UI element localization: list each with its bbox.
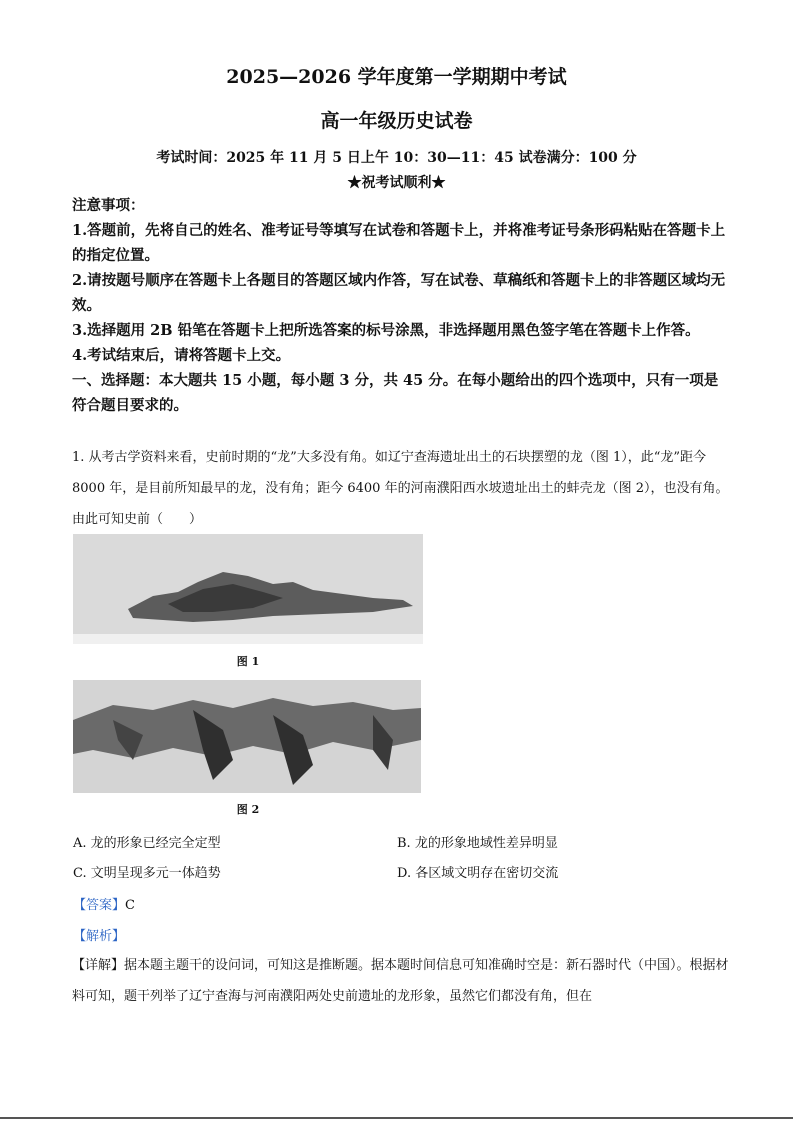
notice-item: 4.考试结束后，请将答题卡上交。 [72,347,291,364]
figure-1-image [73,534,423,644]
answer-label: 【答案】 [73,898,126,913]
figure-1-caption: 图 1 [236,655,260,668]
page-bottom-rule [0,1117,793,1119]
exam-wish: ★祝考试顺利★ [347,175,446,191]
exam-info: 考试时间：2025 年 11 月 5 日上午 10：30—11：45 试卷满分：100 分 [156,150,637,166]
notice-item: 1.答题前，先将自己的姓名、准考证号等填写在试卷和答题卡上，并将准考证号条形码粘贴在答题卡上的指定位置。 [72,222,726,264]
exam-title: 2025—2026 学年度第一学期期中考试 [226,66,567,88]
notices-block [72,193,732,418]
notice-item: 3.选择题用 2B 铅笔在答题卡上把所选答案的标号涂黑，非选择题用黑色签字笔在答题卡上作答。 [72,322,700,339]
option-d: D. 各区域文明存在密切交流 [397,866,559,881]
option-b: B. 龙的形象地域性差异明显 [397,836,558,851]
answer-value: C [125,898,135,913]
option-a: A. 龙的形象已经完全定型 [73,836,221,851]
figure-2-image [73,680,421,793]
answer-line [73,894,135,913]
question-stem: 1. 从考古学资料来看，史前时期的“龙”大多没有角。如辽宁查海遗址出土的石块摆塑的龙（图 1），此“龙”距今 8000 年，是目前所知最早的龙，没有角；距今 6400 年的河南濮阳西水坡遗址出土的蚌壳龙（图 2），也没有角。由此可知史前（ ） [72,450,729,527]
notice-item: 2.请按题号顺序在答题卡上各题目的答题区域内作答，写在试卷、草稿纸和答题卡上的非答题区域均无效。 [72,272,726,314]
section-heading: 一、选择题：本大题共 15 小题，每小题 3 分，共 45 分。在每小题给出的四个选项中，只有一项是符合题目要求的。 [72,372,719,414]
detail-text: 【详解】据本题主题干的设问词，可知这是推断题。据本题时间信息可知准确时空是：新石器时代（中国）。根据材料可知，题干列举了辽宁查海与河南濮阳两处史前遗址的龙形象，虽然它们都没有角，但在 [72,958,729,1004]
analysis-label: 【解析】 [73,929,126,944]
notices-heading: 注意事项： [72,197,145,214]
figure-2-caption: 图 2 [236,803,260,816]
option-c: C. 文明呈现多元一体趋势 [73,866,221,881]
exam-subtitle: 高一年级历史试卷 [320,110,473,132]
